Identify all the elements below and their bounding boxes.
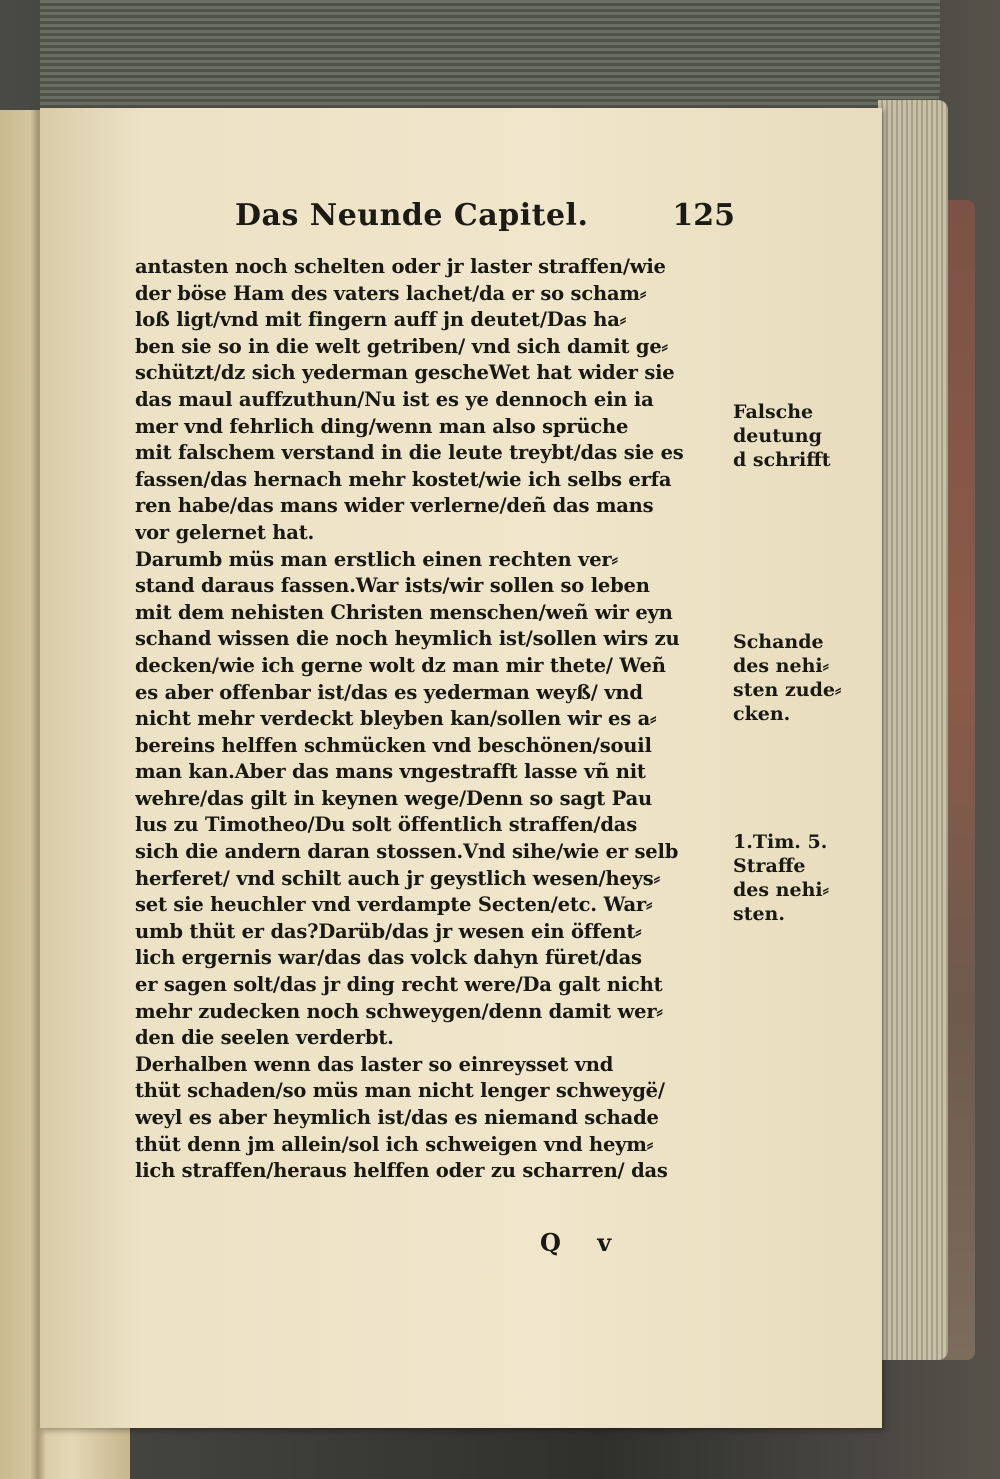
page-title: Das Neunde Capitel. bbox=[235, 198, 589, 233]
text-line: wehre/das gilt in keynen wege/Denn so sagt Pau bbox=[135, 786, 653, 810]
margin-note-line: Schande bbox=[733, 631, 824, 653]
text-line: set sie heuchler vnd verdampte Secten/etc. War⸗ bbox=[135, 893, 653, 917]
text-line: Darumb müs man erstlich einen rechten ver⸗ bbox=[135, 547, 618, 571]
text-line: mehr zudecken noch schweygen/denn damit wer⸗ bbox=[135, 999, 663, 1023]
text-line: Derhalben wenn das laster so einreysset vnd bbox=[135, 1052, 614, 1076]
text-line: ren habe/das mans wider verlerne/deñ das mans bbox=[135, 494, 654, 518]
margin-note-line: Straffe bbox=[733, 855, 806, 877]
margin-note-falsche-deutung bbox=[733, 400, 863, 472]
text-line: mit dem nehisten Christen menschen/weñ wir eyn bbox=[135, 600, 673, 624]
text-line: loß ligt/vnd mit fingern auff jn deutet/Das ha⸗ bbox=[135, 308, 627, 332]
text-line: antasten noch schelten oder jr laster straffen/wie bbox=[135, 255, 666, 278]
text-line: lus zu Timotheo/Du solt öffentlich straffen/das bbox=[135, 813, 637, 837]
right-page-edges bbox=[878, 100, 948, 1360]
margin-note-line: cken. bbox=[733, 703, 791, 725]
text-line: schützt/dz sich yederman gescheWet hat wider sie bbox=[135, 361, 675, 385]
text-line: mit falschem verstand in die leute treybt/das sie es bbox=[135, 441, 684, 465]
top-page-edges bbox=[40, 0, 940, 120]
margin-note-timotheo bbox=[733, 830, 863, 926]
margin-note-line: des nehi⸗ bbox=[733, 655, 829, 677]
text-line: weyl es aber heymlich ist/das es niemand schade bbox=[135, 1106, 659, 1129]
text-line: lich straffen/heraus helffen oder zu scharren/ das bbox=[135, 1159, 668, 1183]
text-line: es aber offenbar ist/das es yederman weyß/ vnd bbox=[135, 680, 643, 704]
body-text bbox=[135, 254, 735, 1185]
text-line: decken/wie ich gerne wolt dz man mir thete/ Weñ bbox=[135, 653, 666, 677]
text-line: lich ergernis war/das das volck dahyn füret/das bbox=[135, 946, 642, 970]
signature-mark: Q v bbox=[540, 1228, 626, 1257]
text-line: fassen/das hernach mehr kostet/wie ich selbs erfa bbox=[135, 467, 672, 491]
text-line: herferet/ vnd schilt auch jr geystlich wesen/heys⸗ bbox=[135, 866, 660, 890]
text-line: umb thüt er das?Darüb/das jr wesen ein öffent⸗ bbox=[135, 919, 642, 943]
margin-note-line: Falsche bbox=[733, 401, 814, 423]
text-line: thüt denn jm allein/sol ich schweigen vnd heym⸗ bbox=[135, 1132, 654, 1156]
text-line: thüt schaden/so müs man nicht lenger schweygë/ bbox=[135, 1079, 665, 1103]
margin-note-line: sten zude⸗ bbox=[733, 679, 842, 701]
text-line: stand daraus fassen.War ists/wir sollen so leben bbox=[135, 574, 650, 598]
margin-note-line: des nehi⸗ bbox=[733, 879, 829, 901]
text-line: mer vnd fehrlich ding/wenn man also sprüche bbox=[135, 414, 629, 438]
margin-note-line: sten. bbox=[733, 903, 785, 925]
text-line: schand wissen die noch heymlich ist/sollen wirs zu bbox=[135, 627, 680, 651]
text-line: bereins helffen schmücken vnd beschönen/souil bbox=[135, 733, 652, 757]
text-line: das maul auffzuthun/Nu ist es ye dennoch ein ia bbox=[135, 387, 654, 411]
book-page bbox=[40, 108, 882, 1428]
text-line: man kan.Aber das mans vngestrafft lasse vñ nit bbox=[135, 760, 646, 784]
text-line: vor gelernet hat. bbox=[135, 520, 315, 544]
text-line: nicht mehr verdeckt bleyben kan/sollen wir es a⸗ bbox=[135, 707, 657, 731]
margin-note-line: d schrifft bbox=[733, 449, 831, 471]
margin-note-schande bbox=[733, 630, 863, 726]
text-line: den die seelen verderbt. bbox=[135, 1026, 394, 1050]
text-line: der böse Ham des vaters lachet/da er so scham⸗ bbox=[135, 281, 647, 305]
text-line: er sagen solt/das jr ding recht were/Da galt nicht bbox=[135, 973, 663, 997]
running-head bbox=[235, 198, 755, 242]
margin-note-line: deutung bbox=[733, 425, 822, 447]
margin-note-line: 1.Tim. 5. bbox=[733, 831, 828, 853]
page-number: 125 bbox=[672, 198, 735, 233]
text-line: ben sie so in die welt getriben/ vnd sich damit ge⸗ bbox=[135, 334, 668, 358]
text-line: sich die andern daran stossen.Vnd sihe/wie er selb bbox=[135, 840, 679, 864]
